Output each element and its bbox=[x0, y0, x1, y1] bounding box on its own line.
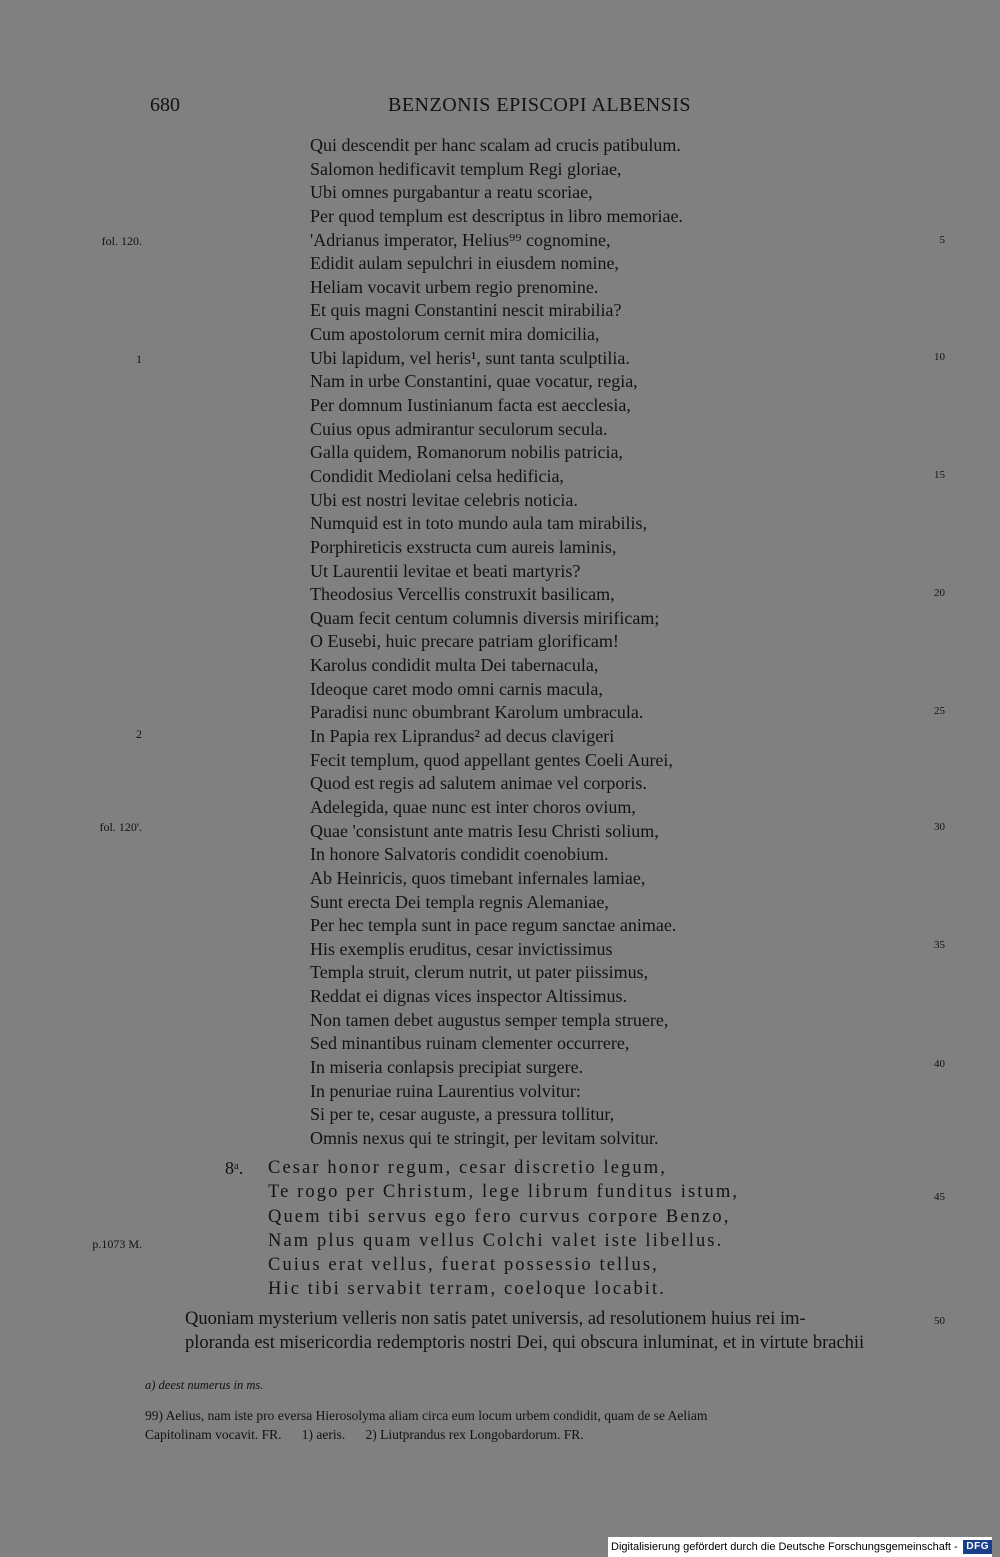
stanza-number: 8ᵃ. bbox=[225, 1158, 244, 1178]
verse-line: Numquid est in toto mundo aula tam mirabilis, bbox=[310, 513, 647, 534]
verse-line: Fecit templum, quod appellant gentes Coeli Aurei, bbox=[310, 749, 673, 770]
verse-line: Per hec templa sunt in pace regum sanctae animae. bbox=[310, 915, 677, 936]
verse-line: Ideoque caret modo omni carnis macula, bbox=[310, 678, 603, 699]
page-number: 680 bbox=[150, 94, 180, 116]
prose-paragraph bbox=[185, 1308, 917, 1355]
verse-line: Salomon hedificavit templum Regi gloriae, bbox=[310, 158, 622, 179]
verse-line: Per quod templum est descriptus in libro memoriae. bbox=[310, 205, 683, 226]
line-number-30: 30 bbox=[934, 821, 945, 833]
verse-line: Cum apostolorum cernit mira domicilia, bbox=[310, 324, 600, 345]
verse-line: Per domnum Iustinianum facta est aecclesia, bbox=[310, 395, 631, 416]
verse-line: Et quis magni Constantini nescit mirabilia? bbox=[310, 300, 622, 321]
verse-line: Porphireticis exstructa cum aureis laminis, bbox=[310, 536, 617, 557]
margin-note-fol-120v: fol. 120'. bbox=[99, 820, 142, 834]
stanza-line: Te rogo per Christum, lege librum funditus istum, bbox=[268, 1182, 740, 1203]
line-number-50: 50 bbox=[934, 1315, 945, 1327]
verse-line: Ab Heinricis, quos timebant infernales lamiae, bbox=[310, 867, 646, 888]
apparatus-note-a: a) deest numerus in ms. bbox=[145, 1378, 264, 1392]
line-number-20: 20 bbox=[934, 587, 945, 599]
poem-block bbox=[310, 134, 950, 1151]
verse-line: Sed minantibus ruinam clementer occurrere, bbox=[310, 1033, 630, 1054]
verse-line: Cuius opus admirantur seculorum secula. bbox=[310, 418, 608, 439]
prose-line-2: ploranda est misericordia redemptoris nostri Dei, qui obscura inluminat, et in virtute brachii bbox=[185, 1332, 865, 1353]
verse-line: Quae 'consistunt ante matris Iesu Christi solium, bbox=[310, 820, 659, 841]
verse-line: Paradisi nunc obumbrant Karolum umbracula. bbox=[310, 702, 644, 723]
line-number-5: 5 bbox=[939, 234, 945, 246]
verse-line: Ubi est nostri levitae celebris noticia. bbox=[310, 489, 578, 510]
verse-line: O Eusebi, huic precare patriam glorificam! bbox=[310, 631, 619, 652]
verse-line: Karolus condidit multa Dei tabernacula, bbox=[310, 655, 599, 676]
footnote-99-line-1: 99) Aelius, nam iste pro eversa Hierosolyma aliam circa eum locum urbem condidit, quam de se Aeliam bbox=[145, 1408, 708, 1423]
margin-note-1: 1 bbox=[136, 352, 142, 366]
verse-line: Si per te, cesar auguste, a pressura tollitur, bbox=[310, 1104, 615, 1125]
line-number-40: 40 bbox=[934, 1058, 945, 1070]
line-number-45: 45 bbox=[934, 1191, 945, 1203]
verse-line: Adelegida, quae nunc est inter choros ovium, bbox=[310, 796, 636, 817]
running-title: BENZONIS EPISCOPI ALBENSIS bbox=[388, 94, 692, 116]
stanza-line: Cuius erat vellus, fuerat possessio tellus, bbox=[268, 1255, 659, 1276]
digitization-credit-text: Digitalisierung gefördert durch die Deutsche Forschungsgemeinschaft - bbox=[611, 1541, 958, 1553]
stanza-line: Cesar honor regum, cesar discretio legum, bbox=[268, 1158, 667, 1178]
verse-line: Quod est regis ad salutem animae vel corporis. bbox=[310, 773, 647, 794]
verse-line: In miseria conlapsis precipiat surgere. bbox=[310, 1056, 584, 1077]
stanza-block bbox=[268, 1156, 908, 1302]
verse-line: Non tamen debet augustus semper templa struere, bbox=[310, 1009, 669, 1030]
line-number-10: 10 bbox=[934, 351, 945, 363]
verse-line: Templa struit, clerum nutrit, ut pater piissimus, bbox=[310, 962, 649, 983]
verse-line: Edidit aulam sepulchri in eiusdem nomine, bbox=[310, 253, 619, 274]
line-number-25: 25 bbox=[934, 705, 945, 717]
verse-line: Heliam vocavit urbem regio prenomine. bbox=[310, 276, 599, 297]
verse-line: In Papia rex Liprandus² ad decus clavigeri bbox=[310, 726, 615, 747]
verse-line: His exemplis eruditus, cesar invictissimus bbox=[310, 938, 613, 959]
verse-line: Quam fecit centum columnis diversis mirificam; bbox=[310, 607, 660, 628]
verse-line: Reddat ei dignas vices inspector Altissimus. bbox=[310, 986, 627, 1007]
digitization-credit-bar bbox=[608, 1537, 992, 1557]
verse-line: Nam in urbe Constantini, quae vocatur, regia, bbox=[310, 371, 638, 392]
stanza-line: Nam plus quam vellus Colchi valet iste libellus. bbox=[268, 1230, 724, 1251]
margin-note-2: 2 bbox=[136, 727, 142, 741]
stanza-line: Quem tibi servus ego fero curvus corpore Benzo, bbox=[268, 1206, 731, 1227]
verse-line: Ubi lapidum, vel heris¹, sunt tanta sculptilia. bbox=[310, 347, 630, 368]
line-number-35: 35 bbox=[934, 939, 945, 951]
verse-line: Omnis nexus qui te stringit, per levitam solvitur. bbox=[310, 1127, 659, 1148]
verse-line: In penuriae ruina Laurentius volvitur: bbox=[310, 1080, 581, 1101]
margin-note-fol-120: fol. 120. bbox=[101, 234, 142, 248]
dfg-logo: DFG bbox=[963, 1540, 992, 1554]
verse-line: Sunt erecta Dei templa regnis Alemaniae, bbox=[310, 891, 609, 912]
verse-line: In honore Salvatoris condidit coenobium. bbox=[310, 844, 609, 865]
verse-line: Theodosius Vercellis construxit basilicam, bbox=[310, 584, 615, 605]
verse-line: Ut Laurentii levitae et beati martyris? bbox=[310, 560, 581, 581]
prose-line-1: Quoniam mysterium velleris non satis patet universis, ad resolutionem huius rei im- bbox=[185, 1309, 806, 1329]
verse-line: Qui descendit per hanc scalam ad crucis patibulum. bbox=[310, 135, 681, 155]
stanza-line: Hic tibi servabit terram, coeloque locabit. bbox=[268, 1279, 667, 1300]
footnote-99-line-2: Capitolinam vocavit. FR. 1) aeris. 2) Liutprandus rex Longobardorum. FR. bbox=[145, 1427, 584, 1442]
verse-line: Condidit Mediolani celsa hedificia, bbox=[310, 465, 564, 486]
line-number-15: 15 bbox=[934, 469, 945, 481]
verse-line: Ubi omnes purgabantur a reatu scoriae, bbox=[310, 182, 593, 203]
margin-note-p-1073m: p.1073 M. bbox=[92, 1237, 142, 1251]
footnotes bbox=[145, 1406, 915, 1444]
verse-line: Galla quidem, Romanorum nobilis patricia, bbox=[310, 442, 623, 463]
verse-line: 'Adrianus imperator, Helius⁹⁹ cognomine, bbox=[310, 229, 611, 250]
